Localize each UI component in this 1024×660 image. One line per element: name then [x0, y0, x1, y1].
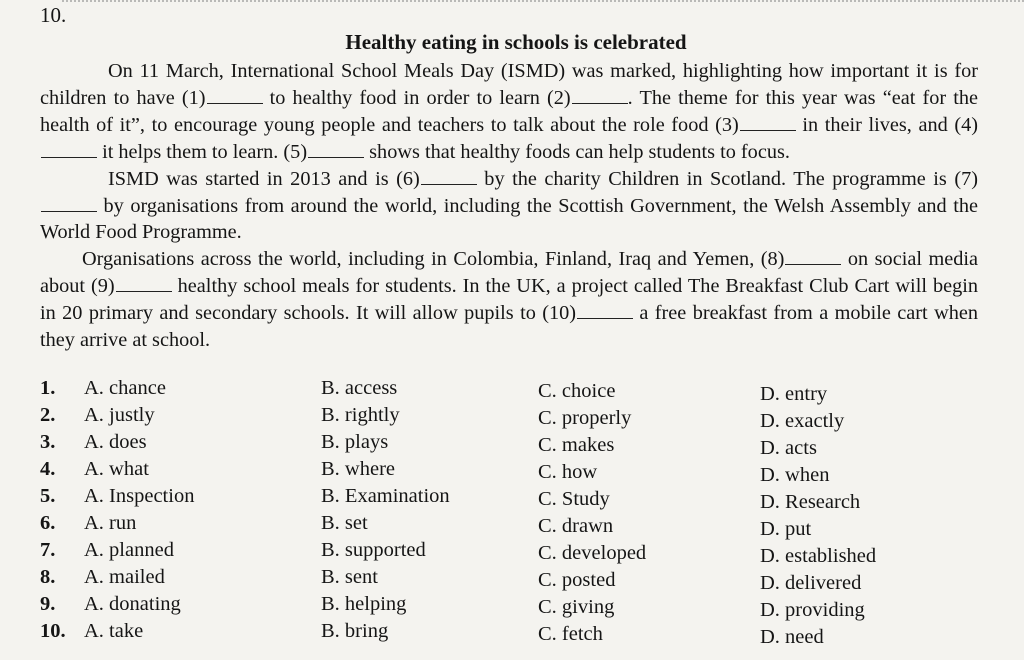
option-a: A. justly — [84, 404, 155, 426]
answer-blank — [577, 303, 633, 319]
option-d: D. entry — [760, 383, 828, 405]
answer-blank — [785, 249, 841, 265]
passage-text: on social media about (9) — [40, 248, 979, 298]
option-c: C. fetch — [538, 623, 603, 645]
option-number: 4. — [40, 458, 56, 480]
option-row — [40, 620, 1000, 647]
cropped-previous-line — [62, 0, 1024, 8]
option-c: C. drawn — [538, 515, 614, 537]
option-b: B. access — [321, 377, 398, 399]
option-c: C. how — [538, 461, 598, 483]
answer-blank — [308, 142, 364, 158]
option-b: B. supported — [321, 539, 426, 561]
option-a: A. planned — [84, 539, 174, 561]
option-b: B. rightly — [321, 404, 400, 426]
option-number: 10. — [40, 620, 66, 642]
option-d: D. delivered — [760, 572, 862, 594]
option-number: 8. — [40, 566, 56, 588]
option-c: C. giving — [538, 596, 615, 618]
option-row — [40, 593, 1000, 620]
option-number: 7. — [40, 539, 56, 561]
option-number: 1. — [40, 377, 56, 399]
passage-text: . The theme for this year was “eat for the health of it”, to encourage young people and teachers to talk about the role food (3) — [40, 86, 978, 136]
option-a: A. run — [84, 512, 137, 534]
passage-text: shows that healthy foods can help students to focus. — [364, 140, 790, 163]
option-row — [40, 539, 1000, 566]
option-number: 2. — [40, 404, 56, 426]
answer-blank — [41, 196, 97, 212]
option-d: D. providing — [760, 599, 865, 621]
option-a: A. chance — [84, 377, 166, 399]
passage-text: a free breakfast from a mobile cart when they arrive at school. — [40, 302, 978, 352]
answer-options — [40, 377, 1000, 647]
option-b: B. where — [321, 458, 396, 480]
option-row — [40, 458, 1000, 485]
option-c: C. Study — [538, 488, 610, 510]
passage-text: healthy school meals for students. In the UK, a project called The Breakfast Club Cart will begin in 20 primary and secondary schools. It will allow pupils to (10) — [40, 275, 978, 325]
option-a: A. Inspection — [84, 485, 195, 507]
paragraph — [40, 246, 978, 354]
option-row — [40, 431, 1000, 458]
option-c: C. posted — [538, 569, 616, 591]
option-d: D. need — [760, 626, 824, 648]
passage-text: On 11 March, International School Meals Day (ISMD) was marked, highlighting how important it is for children to have (1) — [40, 60, 978, 109]
paragraph — [40, 58, 978, 166]
option-number: 9. — [40, 593, 56, 615]
paragraph — [40, 166, 978, 247]
option-b: B. set — [321, 512, 368, 534]
passage-text: Organisations across the world, including in Colombia, Finland, Iraq and Yemen, (8) — [82, 248, 785, 271]
option-c: C. makes — [538, 434, 615, 456]
option-d: D. acts — [760, 437, 817, 459]
option-a: A. what — [84, 458, 149, 480]
answer-blank — [572, 88, 628, 104]
option-number: 5. — [40, 485, 56, 507]
option-row — [40, 566, 1000, 593]
answer-blank — [41, 142, 97, 158]
option-c: C. properly — [538, 407, 632, 429]
answer-blank — [740, 115, 796, 131]
option-d: D. Research — [760, 491, 861, 513]
passage-text: by organisations from around the world, including the Scottish Government, the Welsh Assembly and the World Food Programme. — [40, 194, 978, 244]
passage-title: Healthy eating in schools is celebrated — [345, 30, 687, 54]
option-c: C. choice — [538, 380, 616, 402]
option-b: B. sent — [321, 566, 378, 588]
option-d: D. put — [760, 518, 812, 540]
passage-text: in their lives, and (4) — [795, 113, 978, 136]
option-d: D. exactly — [760, 410, 845, 432]
option-d: D. established — [760, 545, 877, 567]
option-number: 6. — [40, 512, 56, 534]
passage — [40, 58, 978, 354]
option-c: C. developed — [538, 542, 647, 564]
option-d: D. when — [760, 464, 830, 486]
option-b: B. helping — [321, 593, 407, 615]
answer-blank — [116, 276, 172, 292]
passage-text: by the charity Children in Scotland. The programme is (7) — [476, 167, 978, 190]
passage-text: to healthy food in order to learn (2) — [262, 86, 571, 109]
option-b: B. plays — [321, 431, 389, 453]
option-row — [40, 512, 1000, 539]
answer-blank — [207, 88, 263, 104]
option-a: A. take — [84, 620, 144, 642]
option-a: A. mailed — [84, 566, 165, 588]
question-number: 10. — [40, 3, 67, 27]
option-a: A. does — [84, 431, 147, 453]
option-b: B. bring — [321, 620, 389, 642]
option-number: 3. — [40, 431, 56, 453]
passage-text: ISMD was started in 2013 and is (6) — [108, 167, 420, 190]
option-row — [40, 377, 1000, 404]
answer-blank — [421, 169, 477, 185]
option-b: B. Examination — [321, 485, 450, 507]
option-a: A. donating — [84, 593, 181, 615]
passage-text: it helps them to learn. (5) — [97, 140, 308, 163]
option-row — [40, 404, 1000, 431]
option-row — [40, 485, 1000, 512]
